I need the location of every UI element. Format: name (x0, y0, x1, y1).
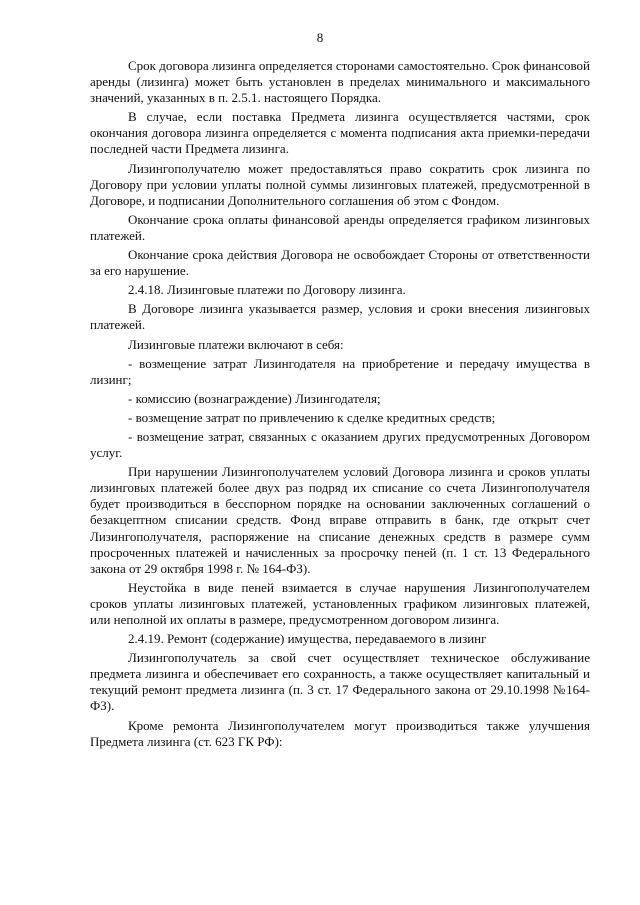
paragraph-payments-include: Лизинговые платежи включают в себя: (128, 336, 344, 352)
paragraph-improvements: Кроме ремонта Лизингополучателем могут производиться также улучшения Предмета лизинга (ст. 623 ГК РФ): (90, 717, 590, 749)
paragraph-payment-terms: В Договоре лизинга указывается размер, условия и сроки внесения лизинговых платежей. (90, 301, 590, 333)
document-body (90, 58, 590, 753)
paragraph-partial-delivery: В случае, если поставка Предмета лизинга осуществляется частями, срок окончания договора лизинга определяется с момента подписания акта приемки-передачи последней части Предмета лизинга. (90, 109, 590, 157)
paragraph-payment-end: Окончание срока оплаты финансовой аренды определяется графиком лизинговых платежей. (90, 211, 590, 243)
paragraph-penalty: Неустойка в виде пеней взимается в случае нарушения Лизингополучателем сроков уплаты лизинговых платежей, установленных графиком лизинговых платежей, или неполной их оплаты в размере, предусмотренном договором лизинга. (90, 579, 590, 627)
list-item-cost-reimbursement: - возмещение затрат Лизингодателя на приобретение и передачу имущества в лизинг; (90, 355, 590, 387)
paragraph-payment-violation: При нарушении Лизингополучателем условий Договора лизинга и сроков уплаты лизинговых платежей более двух раз подряд их списание со счета Лизингополучателя будет производиться в бесспорном порядке на основании заключенных соглашений о безакцептном списании средств. Фонд вправе отправить в банк, где открыт счет Лизингополучателя, распоряжение на списание денежных средств в размере сумм просроченных платежей и начисленных за просрочку пеней (п. 1 ст. 13 Федерального закона от 29 октября 1998 г. № 164-ФЗ). (90, 464, 590, 576)
section-heading-2-4-18: 2.4.18. Лизинговые платежи по Договору лизинга. (128, 282, 406, 298)
paragraph-contract-end: Окончание срока действия Договора не освобождает Стороны от ответственности за его нарушение. (90, 247, 590, 279)
list-item-other-services: - возмещение затрат, связанных с оказанием других предусмотренных Договором услуг. (90, 428, 590, 461)
page-number: 8 (316, 30, 324, 45)
paragraph-maintenance: Лизингополучатель за свой счет осуществляет техническое обслуживание предмета лизинга и обеспечивает его сохранность, а также осуществляет капитальный и текущий ремонт предмета лизинга (п. 3 ст. 17 Федерального закона от 29.10.1998 №164-ФЗ). (90, 650, 590, 714)
list-item-commission: - комиссию (вознаграждение) Лизингодателя; (128, 390, 381, 406)
section-heading-2-4-19: 2.4.19. Ремонт (содержание) имущества, передаваемого в лизинг (128, 631, 487, 647)
paragraph-shorten-term: Лизингополучателю может предоставляться право сократить срок лизинга по Договору при условии уплаты полной суммы лизинговых платежей, предусмотренной в Договоре, и подписании Дополнительного соглашения об этом с Фондом. (90, 160, 590, 208)
list-item-credit-costs: - возмещение затрат по привлечению к сделке кредитных средств; (128, 409, 496, 425)
paragraph-lease-term: Срок договора лизинга определяется сторонами самостоятельно. Срок финансовой аренды (лизинга) может быть установлен в пределах минимального и максимального значений, указанных в п. 2.5.1. настоящего Порядка. (90, 58, 590, 106)
